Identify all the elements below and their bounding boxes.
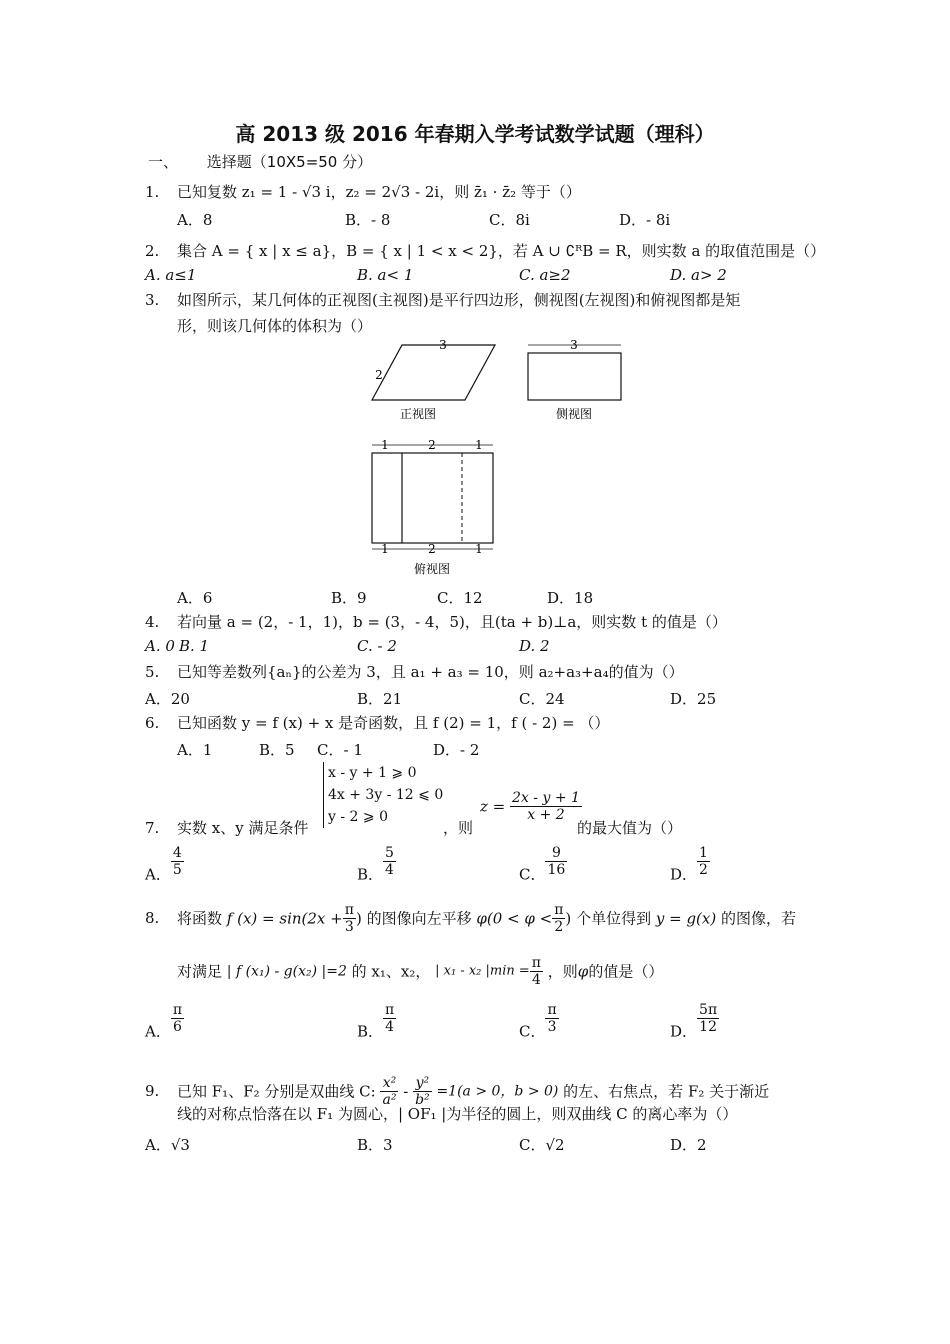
top-seg-3: 1 xyxy=(475,438,483,452)
side-width-label: 3 xyxy=(570,338,578,352)
question-7-c: 的最大值为（） xyxy=(577,819,683,837)
option-b: B．5 xyxy=(259,741,295,759)
top-seg-1: 1 xyxy=(381,438,389,452)
phi-fraction: $\frac{\pi}{2}$ xyxy=(554,902,564,935)
question-number: 7. xyxy=(145,819,160,837)
question-number: 5. xyxy=(145,663,160,681)
question-5 xyxy=(145,662,684,682)
question-7 xyxy=(145,818,308,838)
question-6 xyxy=(145,713,609,733)
y-fraction: $\frac{\text{y²}}{\text{b²}}$ xyxy=(415,1075,430,1108)
option-c: C． $\frac{9}{16}$ xyxy=(519,845,566,884)
question-number: 4. xyxy=(145,613,160,631)
min-fraction: $\frac{\pi}{4}$ xyxy=(531,955,541,988)
f-rhs: ) xyxy=(355,909,362,928)
line2-c: ，则 xyxy=(547,962,578,981)
question-9-line2: 线的对称点恰落在以 F₁ 为圆心，| OF₁ |为半径的圆上，则双曲线 C 的离心率为（） xyxy=(177,1105,738,1123)
front-view-shape xyxy=(372,345,495,400)
phi-rhs: ) xyxy=(565,909,572,928)
option-a: A. a≤1 xyxy=(145,266,197,284)
option-c: C. a≥2 xyxy=(519,266,571,284)
question-3-line2: 形，则该几何体的体积为（） xyxy=(177,317,373,335)
question-text: 已知函数 y = f (x) + x 是奇函数，且 f (2) = 1，f ( - 2) = （） xyxy=(177,714,610,732)
question-text-a: 实数 x、y 满足条件 xyxy=(177,819,309,837)
line2-d: 的值是（） xyxy=(588,962,664,981)
question-8-line2 xyxy=(177,955,663,988)
x-fraction: $\frac{\text{x²}}{\text{a²}}$ xyxy=(382,1075,397,1108)
z-denominator: x + 2 xyxy=(527,807,565,823)
section-heading xyxy=(148,152,372,172)
option-b: B. a< 1 xyxy=(357,266,414,284)
option-a: A．20 xyxy=(145,690,190,708)
question-1 xyxy=(145,182,581,202)
condition: | f (x₁) - g(x₂) |=2 xyxy=(226,963,347,980)
top-seg-3-lower: 1 xyxy=(475,542,483,556)
side-view-shape xyxy=(528,353,621,400)
front-width-label: 3 xyxy=(439,338,447,352)
option-b: B．3 xyxy=(357,1136,393,1154)
question-number: 3. xyxy=(145,291,160,309)
side-view-label: 侧视图 xyxy=(555,407,593,421)
z-fraction xyxy=(510,790,582,823)
option-d: D．- 8i xyxy=(619,211,671,229)
f-lhs: f (x) = sin(2x + xyxy=(226,909,343,928)
option-d: D．18 xyxy=(547,589,594,607)
line2-b: 的 x₁、x₂， xyxy=(351,962,431,981)
text-a: 已知 F₁、F₂ 分别是双曲线 C: xyxy=(177,1082,376,1101)
question-number: 9. xyxy=(145,1081,160,1100)
option-d: D．2 xyxy=(670,1136,707,1154)
option-b: B． $\frac{5}{4}$ xyxy=(357,845,394,884)
option-c: C．8i xyxy=(489,211,530,229)
constraint-3: y - 2 ⩾ 0 xyxy=(328,809,388,825)
question-7-b: ，则 xyxy=(443,819,474,837)
option-c: C．√2 xyxy=(519,1136,565,1154)
option-c: C. - 2 xyxy=(357,637,397,655)
eq-rhs: =1(a > 0，b > 0) xyxy=(436,1083,559,1100)
question-number: 8. xyxy=(145,908,160,927)
phi-lhs: φ(0 < φ < xyxy=(476,909,553,928)
z-expression xyxy=(480,790,582,823)
top-seg-1-lower: 1 xyxy=(381,542,389,556)
question-text: 已知等差数列{aₙ}的公差为 3，且 a₁ + a₃ = 10，则 a₂+a₃+a₄的值为（） xyxy=(177,663,684,681)
text-b: 的左、右焦点，若 F₂ 关于渐近 xyxy=(563,1082,770,1101)
question-text: 已知复数 z₁ = 1 - √3 i，z₂ = 2√3 - 2i，则 z̄₁ · z̄₂ 等于（） xyxy=(177,183,581,201)
option-d: D. 2 xyxy=(519,637,550,655)
question-4 xyxy=(145,612,727,632)
option-d: D．- 2 xyxy=(433,741,480,759)
option-d: D．25 xyxy=(670,690,717,708)
option-b: B． $\frac{\pi}{4}$ xyxy=(357,1002,395,1041)
text-c: 个单位得到 xyxy=(576,909,652,928)
text-a: 将函数 xyxy=(177,909,223,928)
question-2 xyxy=(145,241,825,261)
option-b: B．- 8 xyxy=(345,211,391,229)
question-text: 若向量 a = (2，- 1，1)，b = (3，- 4，5)，且(ta + b)⊥a，则实数 t 的值是（） xyxy=(177,613,727,631)
three-view-figure xyxy=(355,335,645,585)
minus-sign: - xyxy=(403,1082,409,1101)
question-8 xyxy=(145,902,796,935)
option-a: A. 0 xyxy=(145,637,175,655)
top-view-label: 俯视图 xyxy=(413,562,451,576)
text-d: 的图像，若 xyxy=(721,909,797,928)
z-lhs: z = xyxy=(480,797,506,816)
constraint-2: 4x + 3y - 12 ⩽ 0 xyxy=(328,787,444,803)
line2-a: 对满足 xyxy=(177,962,223,981)
f-fraction: $\frac{\pi}{3}$ xyxy=(344,902,354,935)
constraint-1: x - y + 1 ⩾ 0 xyxy=(328,765,417,781)
front-view-label: 正视图 xyxy=(399,407,437,421)
option-a: A．8 xyxy=(177,211,213,229)
option-d: D． $\frac{1}{2}$ xyxy=(670,845,708,884)
constraint-system xyxy=(323,762,443,828)
section-label: 一、 xyxy=(148,153,179,171)
option-d: D. a> 2 xyxy=(670,266,727,284)
g-func: y = g(x) xyxy=(655,909,717,928)
option-c: C．12 xyxy=(437,589,483,607)
option-c: C．- 1 xyxy=(317,741,363,759)
question-3 xyxy=(145,290,740,310)
text-b: 的图像向左平移 xyxy=(366,909,472,928)
question-number: 6. xyxy=(145,714,160,732)
question-text: 集合 A = { x | x ≤ a}，B = { x | 1 < x < 2}，若 A ∪ ∁ᴿB = R，则实数 a 的取值范围是（） xyxy=(177,242,826,260)
phi-symbol: φ xyxy=(577,962,589,981)
option-c: C． $\frac{\pi}{3}$ xyxy=(519,1002,557,1041)
option-d: D． $\frac{5\pi}{12}$ xyxy=(670,1002,718,1041)
option-a: A． $\frac{4}{5}$ xyxy=(145,845,182,884)
question-number: 2. xyxy=(145,242,160,260)
option-b: B. 1 xyxy=(179,637,210,655)
top-view-shape xyxy=(372,453,493,543)
min-lhs: | x₁ - x₂ |min = xyxy=(435,963,530,979)
question-text-line1: 如图所示，某几何体的正视图(主视图)是平行四边形，侧视图(左视图)和俯视图都是矩 xyxy=(177,291,741,309)
option-c: C．24 xyxy=(519,690,565,708)
option-a: A．√3 xyxy=(145,1136,190,1154)
option-b: B．21 xyxy=(357,690,403,708)
z-numerator: 2x - y + 1 xyxy=(512,790,580,806)
question-number: 1. xyxy=(145,183,160,201)
section-text: 选择题（10X5=50 分） xyxy=(206,153,373,171)
option-a: A．6 xyxy=(177,589,213,607)
option-a: A． $\frac{\pi}{6}$ xyxy=(145,1002,183,1041)
front-side-label: 2 xyxy=(375,368,383,382)
top-seg-2: 2 xyxy=(428,438,436,452)
top-seg-2-lower: 2 xyxy=(428,542,436,556)
page-title: 高 2013 级 2016 年春期入学考试数学试题（理科） xyxy=(235,122,715,146)
option-a: A．1 xyxy=(177,741,213,759)
option-b: B．9 xyxy=(331,589,367,607)
